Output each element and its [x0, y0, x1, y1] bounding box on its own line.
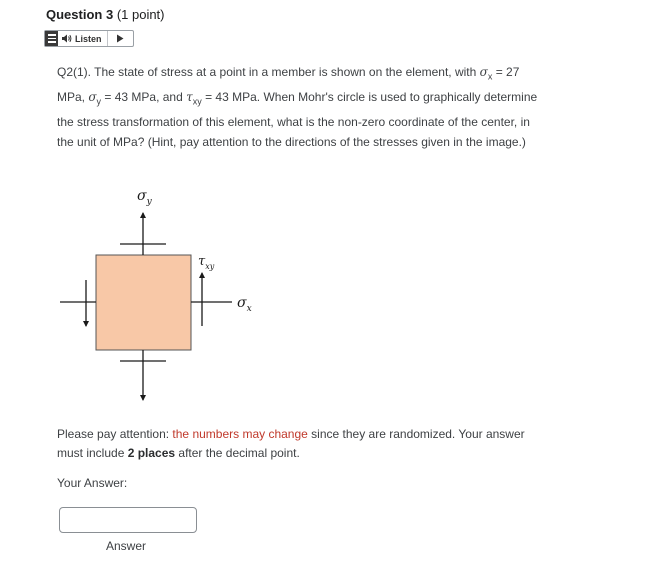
question-intro: Q2(1). The state of stress at a point in a member is shown on the element, with: [57, 65, 480, 79]
answer-caption: Answer: [106, 539, 147, 553]
sigma-y-bottom-arrow: [120, 350, 166, 400]
tau-xy-symbol: τ: [186, 89, 193, 104]
question-title: Question 3: [46, 7, 114, 22]
tau-xy-value-text: = 43 MPa. When Mohr's circle is used to graphically determine the stress transformation of this element, what is the non-zero coordinate of the center, in the unit of MPa? (Hint, pay attention to the directions of the stresses given in the image.): [57, 89, 538, 150]
speaker-icon: [62, 34, 72, 43]
sigma-y-symbol: σ: [88, 89, 97, 104]
sigma-x-symbol: σ: [479, 65, 488, 79]
sigma-y-top-arrow: [120, 213, 166, 255]
randomization-notice: [57, 425, 527, 463]
play-icon: [116, 34, 124, 43]
play-button[interactable]: [108, 31, 133, 46]
listen-button[interactable]: [58, 31, 108, 46]
tau-xy-subscript: xy: [192, 96, 202, 107]
notice-highlight: the numbers may change: [172, 427, 308, 441]
sigma-x-label: $\sigma_x$: [237, 295, 252, 314]
stress-element: [96, 255, 191, 350]
answer-input[interactable]: [59, 507, 197, 533]
left-shear-arrow: [60, 280, 96, 326]
listen-toolbar: [44, 30, 134, 47]
sigma-y-value-text: = 43 MPa, and: [101, 89, 187, 104]
question-text: [57, 62, 547, 153]
notice-middle: since they are randomized. Your answer must include: [57, 427, 525, 460]
stress-element-diagram: [50, 180, 270, 410]
menu-icon[interactable]: [45, 31, 58, 46]
sigma-y-subscript: y: [96, 96, 102, 107]
notice-suffix: after the decimal point.: [175, 446, 300, 460]
notice-prefix: Please pay attention:: [57, 427, 173, 441]
question-header: [46, 7, 165, 22]
tau-xy-label: $\tau_{xy}$: [198, 254, 215, 271]
sigma-y-label: $\sigma_y$: [137, 188, 152, 207]
sigma-x-value-text: = 27 MPa,: [57, 65, 520, 104]
listen-label: Listen: [75, 33, 102, 44]
answer-label: Your Answer:: [57, 476, 128, 490]
question-points: (1 point): [116, 7, 165, 22]
sigma-x-subscript: x: [487, 71, 493, 82]
notice-bold: 2 places: [127, 446, 176, 460]
right-shear-arrow: [191, 273, 232, 326]
